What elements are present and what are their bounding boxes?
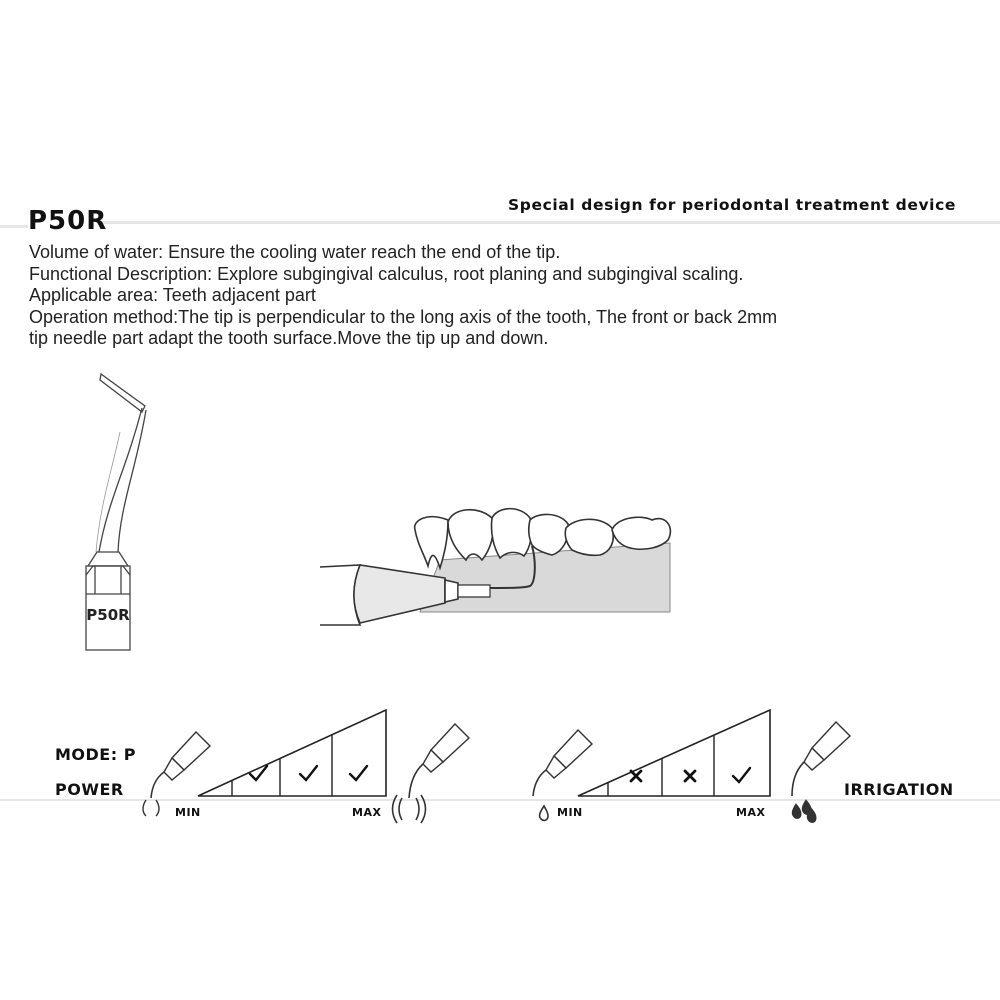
description-water: Volume of water: Ensure the cooling water reach the end of the tip. [29, 242, 561, 262]
tagline: Special design for periodontal treatment device [508, 196, 956, 214]
single-drop-icon [540, 806, 548, 820]
irrigation-wedge [578, 710, 770, 796]
irrigation-label: IRRIGATION [844, 780, 954, 799]
description-method: Operation method:The tip is perpendicular to the long axis of the tooth, The front or back 2mm [29, 306, 778, 327]
irrigation-level-cross-mark [631, 771, 641, 781]
irrigation-min-label: MIN [557, 806, 583, 819]
irrigation-max-label: MAX [736, 806, 766, 819]
irrigation-level-check-mark [733, 768, 750, 782]
description-method-continued: tip needle part adapt the tooth surface.Move the tip up and down. [29, 328, 549, 348]
power-min-label: MIN [175, 806, 201, 819]
power-label: POWER [55, 780, 124, 799]
power-max-label: MAX [352, 806, 382, 819]
mode-label: MODE: P [55, 745, 136, 764]
description-function: Functional Description: Explore subgingival calculus, root planing and subgingival scaling. [29, 263, 744, 284]
low-irrigation-handpiece-icon [533, 730, 592, 796]
description-area: Applicable area: Teeth adjacent part [29, 285, 316, 305]
multiple-drops-icon [792, 800, 816, 822]
tip-engraving: P50R [86, 606, 130, 624]
model-title: P50R [28, 206, 108, 236]
high-irrigation-handpiece-icon [792, 722, 850, 796]
irrigation-level-cross-mark [685, 771, 695, 781]
